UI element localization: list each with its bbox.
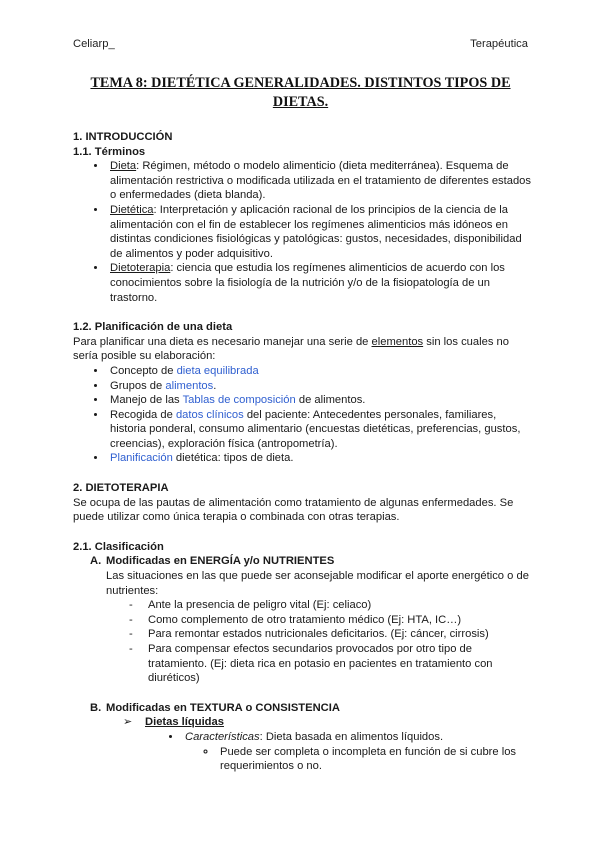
item-pre: Recogida de xyxy=(110,408,176,421)
situation-text: Para remontar estados nutricionales deficitarios. (Ej: cáncer, cirrosis) xyxy=(148,628,489,641)
situations-list xyxy=(73,598,533,686)
term-item xyxy=(107,203,533,261)
subsection-a xyxy=(73,554,533,569)
link-alimentos[interactable]: alimentos xyxy=(165,379,214,392)
situation-item: - Ante la presencia de peligro vital (Ej: celiaco) xyxy=(129,599,372,612)
liquid-sub-item: ◦ Puede ser completa o incompleta en función de si cubre los requerimientos o no. xyxy=(217,745,533,774)
liquid-diets-heading xyxy=(73,715,533,730)
term-name: Dietética xyxy=(110,203,154,216)
elementos-link[interactable]: elementos xyxy=(371,335,424,348)
title-line-2: DIETAS. xyxy=(272,94,329,110)
item-pre: Grupos de xyxy=(110,379,166,392)
item-post: de alimentos. xyxy=(295,394,366,407)
characteristics-text: : Dieta basada en alimentos líquidos. xyxy=(259,730,444,743)
term-text: : ciencia que estudia los regímenes alimenticios de acuerdo con los conocimientos sobre la fisiología de la nutrición y/o de la fisiopatología de un trastorno. xyxy=(110,262,505,304)
intro-text-end: sin los cuales no sería posible su elaboración: xyxy=(73,335,509,363)
marker-b: B. xyxy=(90,701,102,714)
marker-a: A. xyxy=(90,555,102,568)
liquid-diets-title: Dietas líquidas xyxy=(145,716,224,729)
item-post: . xyxy=(213,379,217,392)
item-post: del paciente: Antecedentes personales, familiares, historia ponderal, consumo alimentario (encuestas dietéticas, preferencias, gustos, creencias), exploración física (antropometría). xyxy=(110,408,521,450)
planning-item xyxy=(107,408,533,452)
term-name: Dieta xyxy=(110,160,137,173)
section-1-2-intro xyxy=(73,335,533,364)
characteristics-label: Características xyxy=(185,730,260,743)
section-1-2-heading: 1.2. Planificación de una dieta xyxy=(73,321,233,334)
item-pre: Manejo de las xyxy=(110,394,183,407)
situation-item: - Como complemento de otro tratamiento médico (Ej: HTA, IC…) xyxy=(129,613,462,626)
link-dieta-equilibrada[interactable]: dieta equilibrada xyxy=(176,364,259,377)
liquid-sublist xyxy=(73,745,533,774)
section-2-heading: 2. DIETOTERAPIA xyxy=(73,482,169,495)
liquid-diets-list xyxy=(73,730,533,745)
section-1-heading: 1. INTRODUCCIÓN xyxy=(73,131,173,143)
term-text: : Régimen, método o modelo alimenticio (dieta mediterránea). Esquema de alimentación restrictiva o modificada utilizada en el tratamiento de diferentes estados o enfermedades (dieta blanda). xyxy=(110,160,532,202)
terms-list xyxy=(73,159,533,305)
arrow-icon: ➢ xyxy=(123,716,133,729)
item-post: dietética: tipos de dieta. xyxy=(172,452,294,465)
situation-text: Ante la presencia de peligro vital (Ej: celiaco) xyxy=(148,599,372,612)
subsection-a-title: Modificadas en ENERGÍA y/o NUTRIENTES xyxy=(106,555,335,568)
subsection-b-title: Modificadas en TEXTURA o CONSISTENCIA xyxy=(106,701,340,714)
term-text: : Interpretación y aplicación racional de los principios de la ciencia de la alimentación con el fin de establecer los regímenes alimenticios más idóneos en distintas condiciones fisiológicas y patológicas: gustos, necesidades, disponibilidad de alimentos y poder adquisitivo. xyxy=(110,203,522,260)
header-right: Terapéutica xyxy=(470,38,528,50)
planning-item xyxy=(107,379,533,394)
situation-text: Como complemento de otro tratamiento médico (Ej: HTA, IC…) xyxy=(148,613,462,626)
intro-text: Para planificar una dieta es necesario manejar una serie de xyxy=(73,335,372,348)
link-datos-clinicos[interactable]: datos clínicos xyxy=(175,408,244,421)
page-title xyxy=(73,74,528,112)
term-name: Dietoterapia xyxy=(110,262,171,275)
planning-item xyxy=(107,393,533,408)
planning-list xyxy=(73,364,533,466)
document-body xyxy=(73,130,533,774)
section-1-1-heading: 1.1. Términos xyxy=(73,145,146,158)
term-item xyxy=(107,159,533,203)
subsection-a-text: Las situaciones en las que puede ser aconsejable modificar el aporte energético o de nutrientes: xyxy=(106,570,529,597)
section-2-1-heading: 2.1. Clasificación xyxy=(73,540,164,553)
situation-item: - Para remontar estados nutricionales deficitarios. (Ej: cáncer, cirrosis) xyxy=(129,628,489,641)
title-line-1: TEMA 8: DIETÉTICA GENERALIDADES. DISTINTOS TIPOS DE xyxy=(90,75,511,91)
planning-item xyxy=(107,451,533,466)
subsection-b xyxy=(73,701,533,716)
situation-item: - Para compensar efectos secundarios provocados por otro tipo de tratamiento. (Ej: dieta rica en potasio en pacientes en tratamiento con diuréticos) xyxy=(129,643,493,685)
section-2-text: Se ocupa de las pautas de alimentación como tratamiento de algunas enfermedades. Se puede utilizar como única terapia o combinada con otras terapias. xyxy=(73,496,514,524)
situation-text: Para compensar efectos secundarios provocados por otro tipo de tratamiento. (Ej: dieta rica en potasio en pacientes en tratamiento con diuréticos) xyxy=(148,643,493,685)
term-item xyxy=(107,261,533,305)
header-left: Celiarp_ xyxy=(73,38,115,50)
link-tablas-composicion[interactable]: Tablas de composición xyxy=(182,394,296,407)
link-planificacion[interactable]: Planificación xyxy=(110,452,173,465)
item-pre: Concepto de xyxy=(110,364,177,377)
planning-item xyxy=(107,364,533,379)
liquid-characteristics xyxy=(182,730,533,745)
